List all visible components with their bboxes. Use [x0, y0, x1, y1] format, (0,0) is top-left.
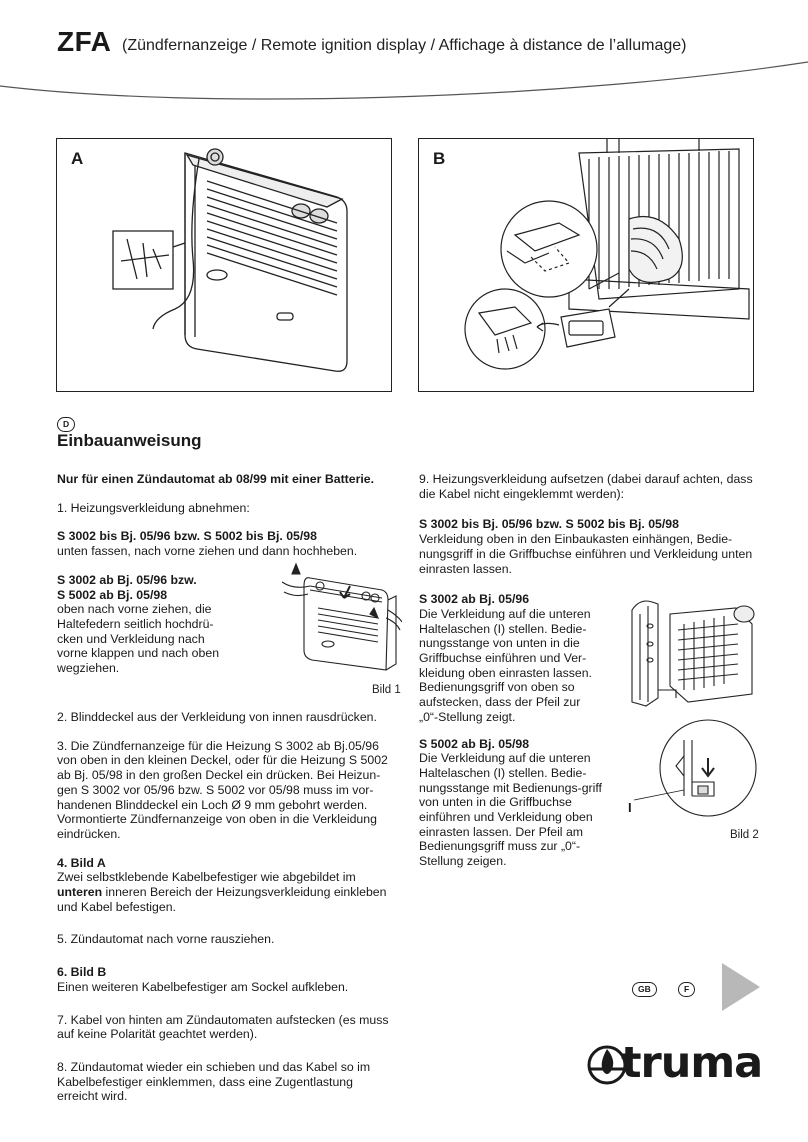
- bild2-illustration: [618, 590, 768, 826]
- step-4-text-post: inneren Bereich der Heizungsverkleidung einkleben und Kabel befestigen.: [57, 885, 387, 914]
- intro-text: Nur für einen Zündautomat ab 08/99 mit einer Batterie.: [57, 472, 375, 486]
- r3-heading: S 5002 ab Bj. 05/98: [419, 736, 530, 751]
- section-title: Einbauanweisung: [57, 431, 202, 450]
- r1-heading: S 3002 bis Bj. 05/96 bzw. S 5002 bis Bj. 05/98: [419, 517, 679, 532]
- page-title: ZFA: [57, 26, 112, 57]
- r2-text: Die Verkleidung auf die unteren Haltelaschen (I) stellen. Bedie-nungsstange von unten in die Griffbuchse einführen und Ver-kleidung oben einrasten lassen. Bedienungsgriff von oben so aufstecken, dass der Pfeil zur „0“-Stellung zeigt.: [419, 606, 592, 724]
- step-1: 1. Heizungsverkleidung abnehmen:: [57, 500, 250, 515]
- bild1-illustration: [274, 560, 402, 684]
- r2-heading: S 3002 ab Bj. 05/96: [419, 592, 530, 607]
- step-7: 7. Kabel von hinten am Zündautomaten aufstecken (es muss auf keine Polarität geachtet werden).: [57, 1012, 389, 1042]
- figure-a: [56, 138, 392, 392]
- s2-heading-1: S 3002 ab Bj. 05/96 bzw.: [57, 572, 197, 587]
- page-subtitle: (Zündfernanzeige / Remote ignition display / Affichage à distance de l’allumage): [122, 37, 687, 54]
- language-badge-gb[interactable]: GB: [632, 982, 657, 997]
- truma-logo: [587, 1038, 762, 1088]
- bild2-caption: Bild 2: [730, 829, 759, 841]
- bild2-callout: I: [628, 800, 632, 815]
- figure-a-label: A: [71, 149, 84, 168]
- ignition-unit-illustration: [419, 139, 753, 391]
- figure-b-label: B: [433, 149, 446, 168]
- bild1-caption: Bild 1: [372, 684, 401, 696]
- r1-text: Verkleidung oben in den Einbaukasten einhängen, Bedie-nungsgriff in die Griffbuchse einführen und Verkleidung unten einrasten lassen.: [419, 532, 753, 576]
- step-4-heading: 4. Bild A: [57, 855, 106, 870]
- language-badge-f[interactable]: F: [678, 982, 695, 997]
- step-3: 3. Die Zündfernanzeige für die Heizung S 3002 ab Bj.05/96 von oben in den kleinen Deckel, oder für die Heizung S 5002 ab Bj. 05/98 in den großen Deckel ein drücken. Bei Heizun-gen S 3002 vor 05/96 bzw. S 5002 vor 05/98 muss im vor-handenen Blinddeckel ein Loch Ø 9 mm gebohrt werden. Vormontierte Zündfernanzeige von oben in die Verkleidung eindrücken.: [57, 738, 388, 841]
- logo-text: truma: [621, 1038, 763, 1088]
- figure-b: [418, 138, 754, 392]
- step-6-heading: 6. Bild B: [57, 965, 107, 980]
- s2-heading-2: S 5002 ab Bj. 05/98: [57, 587, 168, 602]
- step-2: 2. Blinddeckel aus der Verkleidung von innen rausdrücken.: [57, 710, 377, 724]
- step-6-text: Einen weiteren Kabelbefestiger am Sockel aufkleben.: [57, 979, 349, 994]
- s1-heading: S 3002 bis Bj. 05/96 bzw. S 5002 bis Bj. 05/98: [57, 529, 317, 544]
- step-5: 5. Zündautomat nach vorne rausziehen.: [57, 932, 275, 947]
- next-page-arrow-icon[interactable]: [722, 963, 760, 1011]
- step-9: 9. Heizungsverkleidung aufsetzen (dabei darauf achten, dass die Kabel nicht eingeklemmt werden):: [419, 472, 753, 501]
- s2-text: oben nach vorne ziehen, die Haltefedern seitlich hochdrü-cken und Verkleidung nach vorne klappen und nach oben wegziehen.: [57, 602, 220, 676]
- step-4-text-bold: unteren: [57, 885, 103, 900]
- s1-text: unten fassen, nach vorne ziehen und dann hochheben.: [57, 544, 358, 559]
- language-badge-de[interactable]: D: [57, 417, 75, 432]
- r3-text: Die Verkleidung auf die unteren Haltelaschen (I) stellen. Bedie-nungsstange mit Bedienungs-griff von unten in die Griffbuchse einführen und Verkleidung oben einrasten lassen. Der Pfeil am Bedienungsgriff muss zur „0“-Stellung zeigen.: [419, 751, 602, 869]
- header-curve: [0, 0, 808, 110]
- heater-cover-illustration: [57, 139, 391, 391]
- step-8: 8. Zündautomat wieder ein schieben und das Kabel so im Kabelbefestiger einklemmen, dass eine Zugentlastung erreicht wird.: [57, 1059, 371, 1104]
- left-column-lower: [57, 710, 397, 1118]
- step-4-text-pre: Zwei selbstklebende Kabelbefestiger wie abgebildet im: [57, 870, 356, 885]
